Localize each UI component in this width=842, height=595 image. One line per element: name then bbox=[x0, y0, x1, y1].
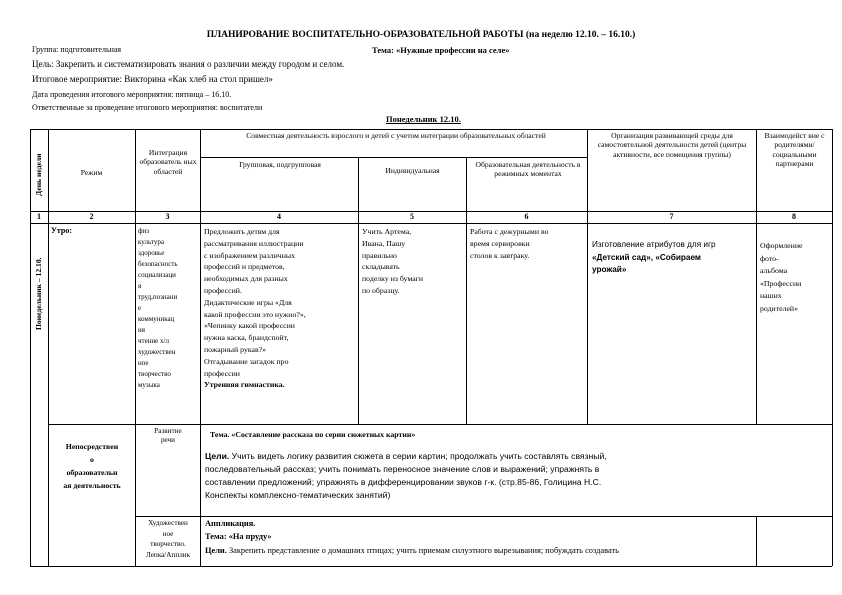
morning-educational: Работа с дежурными во время сервировки столов к завтраку. bbox=[470, 227, 549, 260]
speech-theme: Тема. «Составление рассказа по серии сюжетных картин» bbox=[210, 430, 416, 439]
col-number: 1 bbox=[37, 212, 41, 221]
final-event-label: Итоговое мероприятие: Викторина «Как хлеб на стол пришел» bbox=[32, 74, 273, 84]
mode-header: Режим bbox=[80, 168, 103, 177]
row-day-label: Понедельник – 12.10. bbox=[34, 257, 43, 330]
morning-environment: Изготовление атрибутов для игр «Детский сад», «Собираем урожай» bbox=[592, 240, 716, 274]
responsible-label: Ответственные за проведение итогового мероприятия: воспитатели bbox=[32, 103, 263, 112]
day-label: Понедельник 12.10. bbox=[386, 114, 461, 124]
individual-header: Индивидуальная bbox=[385, 166, 440, 175]
nod-mode: Непосредствен о образовательн ая деятельность bbox=[63, 442, 121, 490]
educational-header: Образовательная деятельность в режимных моментах bbox=[475, 160, 581, 179]
final-date-label: Дата проведения итогового мероприятия: пятница – 16.10. bbox=[32, 90, 232, 99]
theme-label: Тема: «Нужные профессии на селе» bbox=[372, 45, 510, 55]
col-number: 2 bbox=[89, 212, 94, 221]
morning-parents: Оформление фото- альбома «Профессии наших родителей» bbox=[760, 241, 803, 313]
col-number: 6 bbox=[524, 212, 529, 221]
speech-area: Развитие речи bbox=[154, 427, 182, 445]
art-goal: Цели. Закрепить представление о домашних птицах; учить приемам силуэтного вырезывания; побуждать создавать bbox=[205, 546, 619, 555]
col-number: 7 bbox=[669, 212, 674, 221]
col-number: 3 bbox=[165, 212, 170, 221]
morning-mode: Утро: bbox=[51, 226, 73, 235]
morning-integration: физ культура здоровье безопасность социализаци я труд,познани е коммуникац ия чтение х/л художествен ное творчество музыка bbox=[138, 227, 178, 389]
col-number: 5 bbox=[410, 212, 414, 221]
goal-label: Цель: Закрепить и систематизировать знания о различии между городом и селом. bbox=[32, 59, 345, 69]
col-number: 4 bbox=[277, 212, 281, 221]
morning-individual: Учить Артема, Ивана, Пашу правильно складывать поделку из бумаги по образцу. bbox=[362, 227, 424, 295]
art-theme: Тема: «На пруду» bbox=[205, 532, 272, 541]
day-of-week-header: День недели bbox=[34, 153, 43, 196]
art-area: Художествен ное творчество. Лепка/Апплик bbox=[145, 519, 191, 559]
group-label: Группа: подготовительная bbox=[32, 45, 122, 54]
speech-goal: Цели. Учить видеть логику развития сюжета в серии картин; продолжать учить составлять связный, последовательный рассказ; учить понимать переносное значение слов и выражений; упражнять в составлении предложений; упражнять в дифференцировании звуков г-к. (стр.85-86, Голицина Н.С. Конспекты комплексно-тематических занятий) bbox=[205, 451, 607, 500]
group-activity-header: Групповая, подгрупповая bbox=[239, 160, 321, 169]
art-title: Аппликация. bbox=[205, 519, 256, 528]
morning-group-activity: Предложить детям для рассматривания иллюстрации с изображением различных профессий и предметов, необходимых для разных профессий. Дидактические игры «Для какой профессии это нужно?», «Чепинку какой профессии нужна каска, брандспойт, пожарный рукав?» Отгадывание загадок про профессии Утренняя гимнастика. bbox=[204, 227, 306, 390]
integration-header: Интеграция образователь ных областей bbox=[139, 148, 197, 176]
environment-header: Организация развивающей среды для самостоятельной деятельности детей (центры активности, все помещения группы) bbox=[597, 131, 747, 159]
parents-header: Взаимодейст вие с родителями/ социальными партнерами bbox=[764, 131, 825, 169]
col-number: 8 bbox=[792, 212, 796, 221]
document-title: ПЛАНИРОВАНИЕ ВОСПИТАТЕЛЬНО-ОБРАЗОВАТЕЛЬНОЙ РАБОТЫ (на неделю 12.10. – 16.10.) bbox=[206, 30, 636, 40]
joint-activity-header: Совместная деятельность взрослого и детей с учетом интеграции образовательных областей bbox=[246, 131, 546, 140]
